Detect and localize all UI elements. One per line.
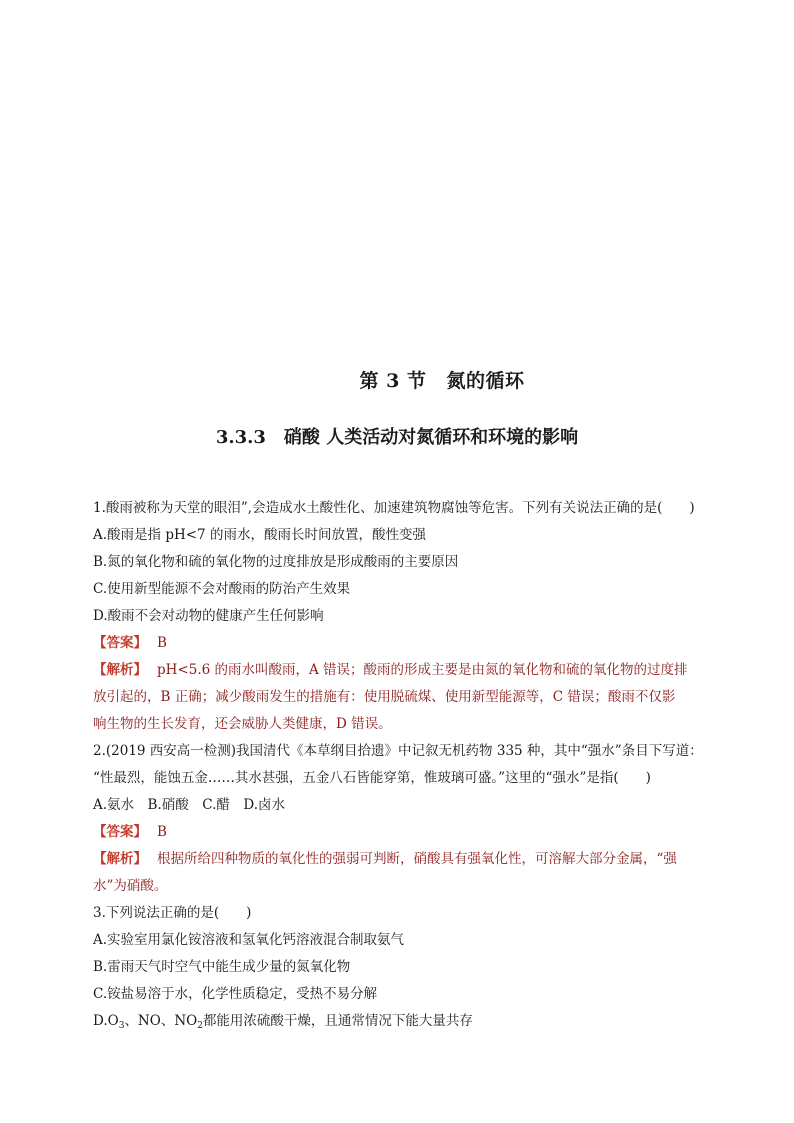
lesson-code: 3.3.3 — [215, 427, 266, 448]
q1-stem: 1.酸雨被称为天堂的眼泪”,会造成水土酸性化、加速建筑物腐蚀等危害。下列有关说法正确的是( ) — [93, 500, 695, 516]
section-name: 氮的循环 — [446, 370, 525, 392]
question-content — [93, 495, 705, 1035]
answer-tag: 【答案】 — [93, 635, 147, 651]
q3-option-b: B.雷雨天气时空气中能生成少量的氮氧化物 — [93, 959, 351, 975]
answer-value: B — [157, 635, 167, 651]
section-number: 第 3 节 — [359, 370, 427, 392]
answer-value: B — [157, 824, 167, 840]
section-title — [0, 366, 794, 393]
q1-option-c: C.使用新型能源不会对酸雨的防治产生效果 — [93, 581, 351, 597]
q1-option-a: A.酸雨是指 pH<7 的雨水，酸雨长时间放置，酸性变强 — [93, 527, 426, 543]
q2-analysis-line-2: 水”为硝酸。 — [93, 878, 168, 894]
q1-analysis-line-2: 放引起的，B 正确；减少酸雨发生的措施有：使用脱硫煤、使用新型能源等，C 错误；酸雨不仅影 — [93, 689, 676, 705]
q3-option-d — [93, 1008, 705, 1035]
q3-d-rest: 都能用浓硫酸干燥，且通常情况下能大量共存 — [202, 1013, 473, 1029]
analysis-tag: 【解析】 — [93, 662, 147, 678]
q2-analysis-line-1 — [93, 846, 705, 873]
q3-stem: 3.下列说法正确的是( ) — [93, 905, 252, 921]
q2-stem-line-2: “性最烈，能蚀五金……其水甚强，五金八石皆能穿第，惟玻璃可盛。”这里的“强水”是指( ) — [93, 770, 651, 786]
analysis-tag: 【解析】 — [93, 851, 147, 867]
q3-option-a: A.实验室用氯化铵溶液和氢氧化钙溶液混合制取氨气 — [93, 932, 405, 948]
q2-answer — [93, 819, 705, 846]
q3-d-middle: 、NO、NO — [124, 1013, 198, 1029]
answer-tag: 【答案】 — [93, 824, 147, 840]
q1-answer — [93, 630, 705, 657]
q2-options: A.氨水 B.硝酸 C.醋 D.卤水 — [93, 797, 286, 813]
lesson-title — [0, 423, 794, 449]
analysis-text: pH<5.6 的雨水叫酸雨，A 错误；酸雨的形成主要是由氮的氧化物和硫的氧化物的过度排 — [157, 662, 688, 678]
lesson-name: 硝酸 人类活动对氮循环和环境的影响 — [283, 427, 579, 448]
analysis-text: 根据所给四种物质的氧化性的强弱可判断，硝酸具有强氧化性，可溶解大部分金属，“强 — [157, 851, 677, 867]
q3-d-prefix: D.O — [93, 1013, 119, 1029]
q3-option-c: C.铵盐易溶于水，化学性质稳定，受热不易分解 — [93, 986, 378, 1002]
q1-option-d: D.酸雨不会对动物的健康产生任何影响 — [93, 608, 324, 624]
q3-d-subscript-1: 3 — [118, 1021, 125, 1031]
q2-stem-line-1: 2.(2019 西安高一检测)我国清代《本草纲目拾遗》中记叙无机药物 335 种，其中“强水”条目下写道： — [93, 743, 703, 759]
q1-analysis-line-1 — [93, 657, 705, 684]
q3-d-subscript-2: 2 — [197, 1021, 203, 1031]
q1-analysis-line-3: 响生物的生长发育，还会威胁人类健康，D 错误。 — [93, 716, 392, 732]
q1-option-b: B.氮的氧化物和硫的氧化物的过度排放是形成酸雨的主要原因 — [93, 554, 459, 570]
